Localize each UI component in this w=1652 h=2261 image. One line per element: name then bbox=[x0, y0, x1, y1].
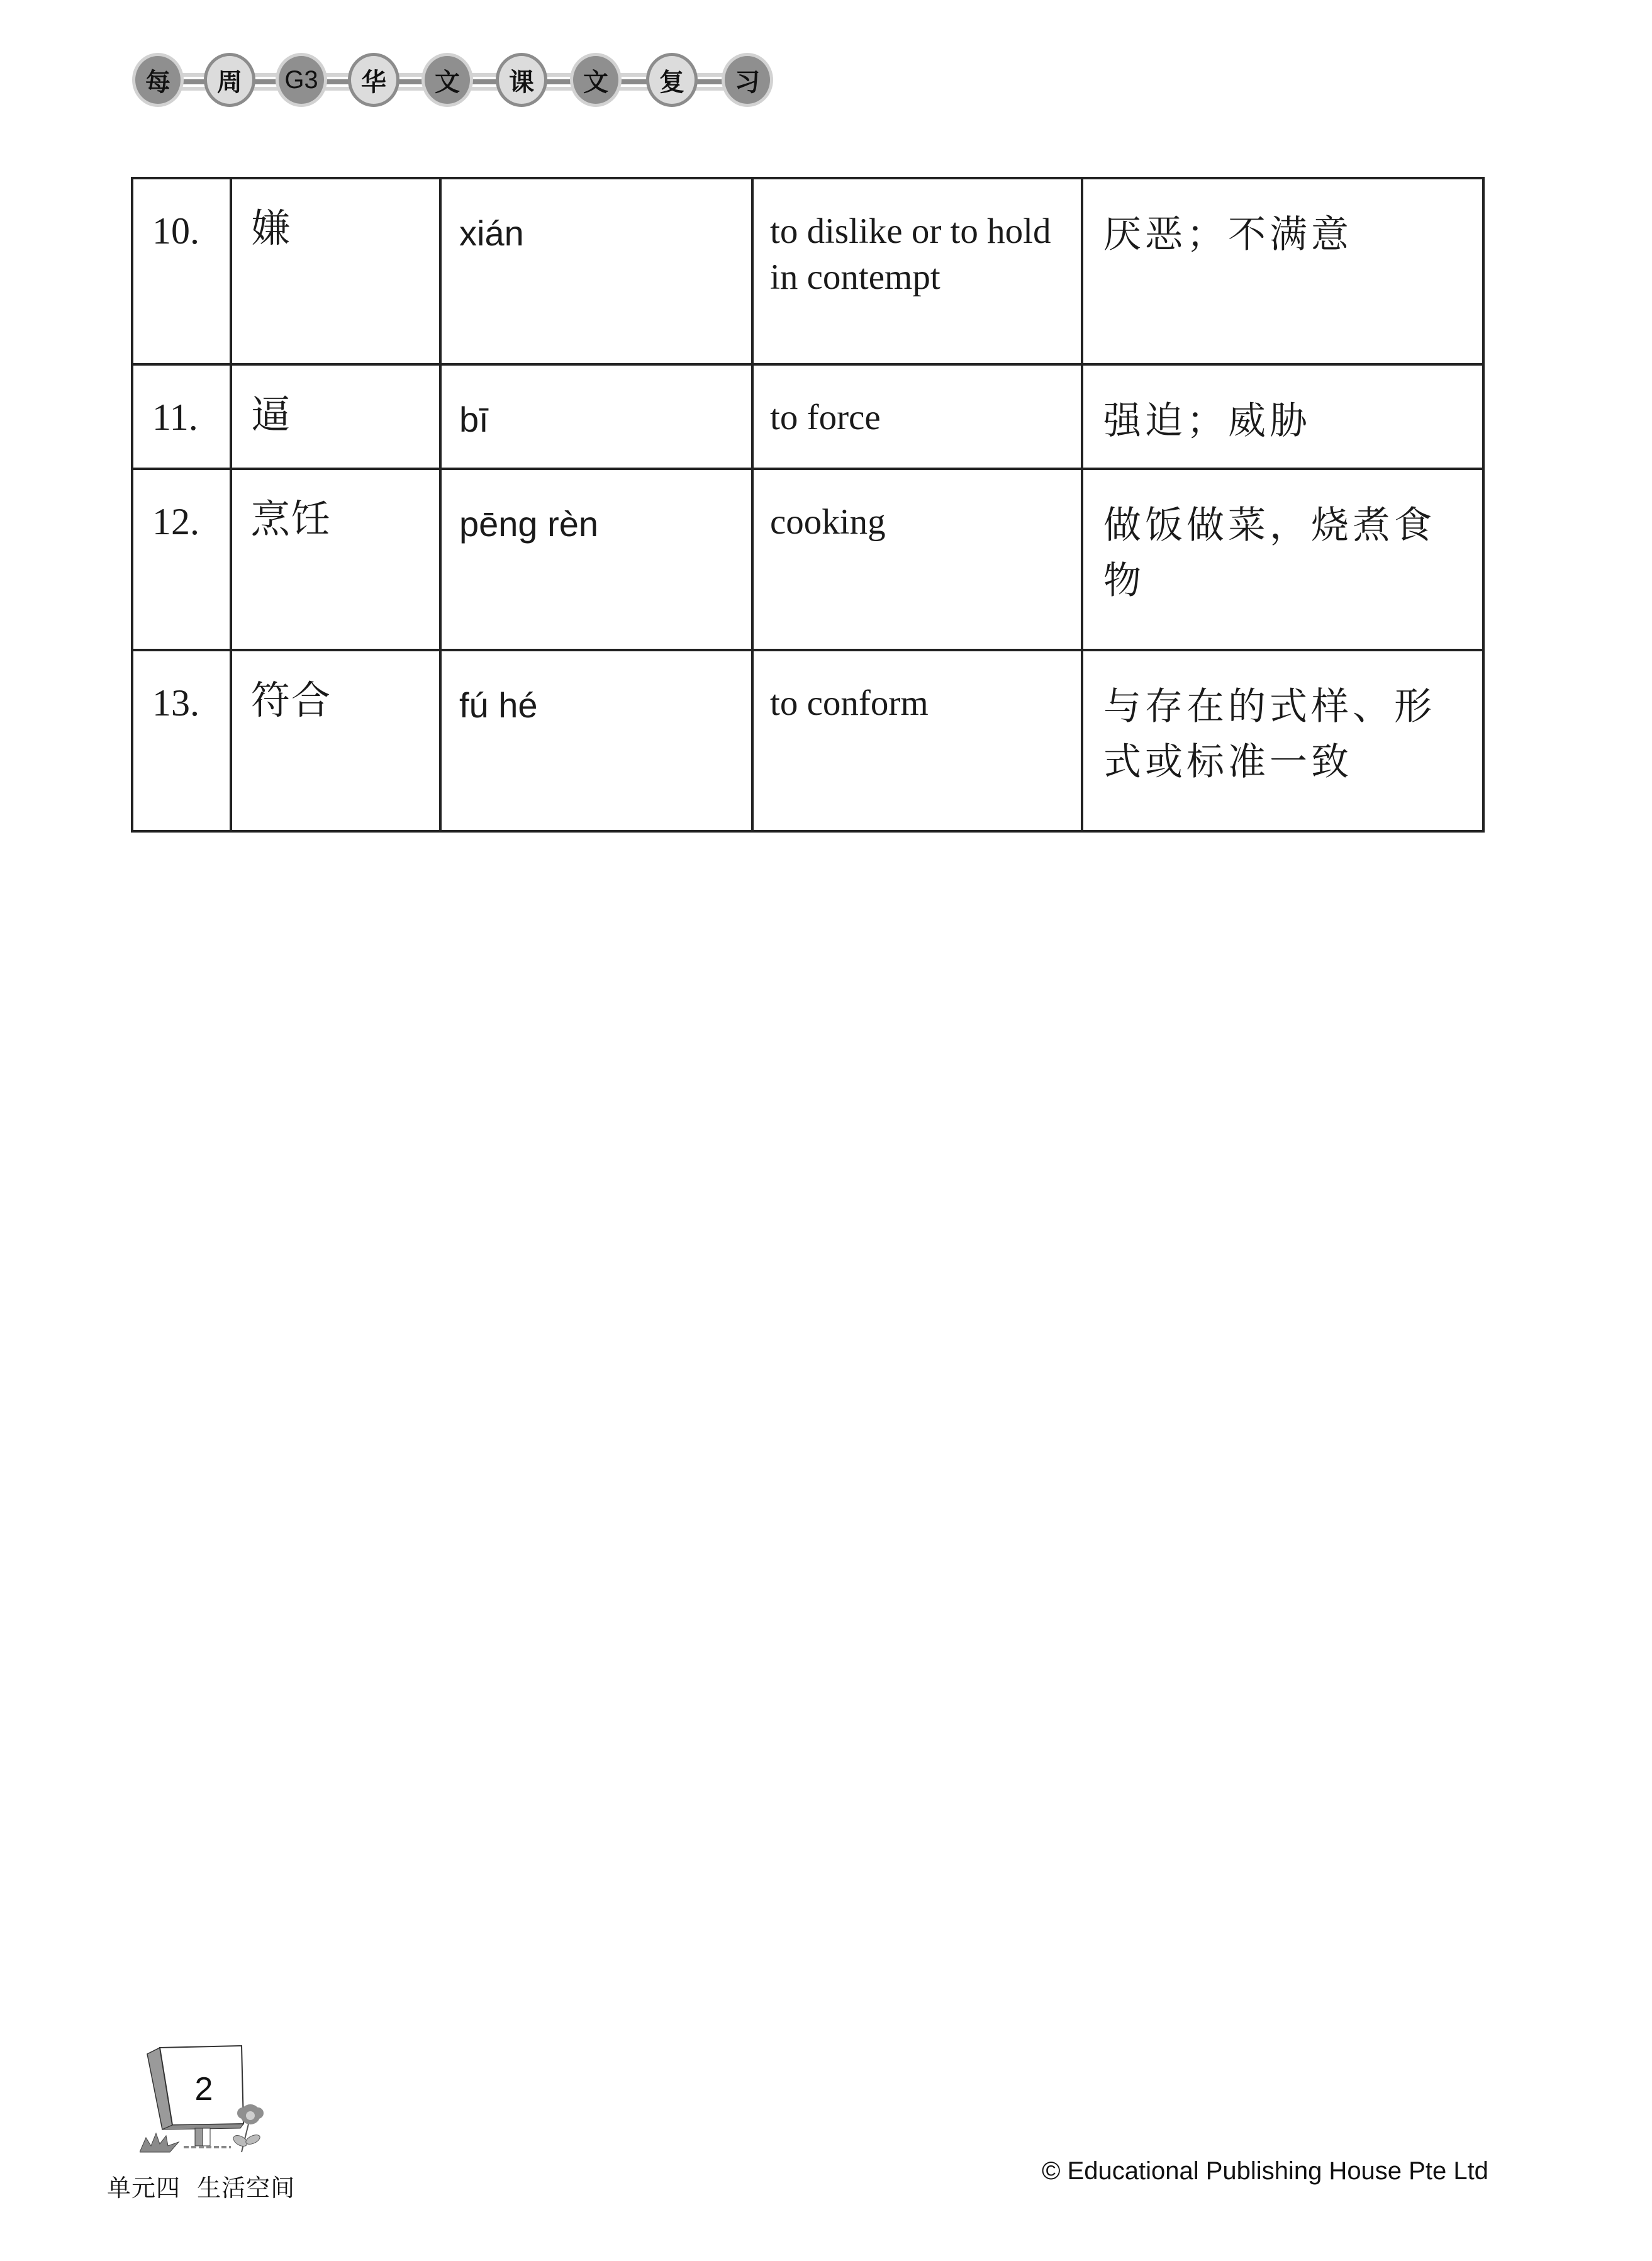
chinese-word: 符合 bbox=[231, 650, 440, 831]
copyright-notice: © Educational Publishing House Pte Ltd bbox=[1042, 2157, 1488, 2185]
header-bead: 习 bbox=[722, 53, 773, 107]
header-bead: 文 bbox=[421, 53, 473, 107]
header-bead: 华 bbox=[348, 53, 399, 107]
header-bead: 文 bbox=[570, 53, 622, 107]
row-number: 11. bbox=[132, 364, 231, 469]
row-number: 13. bbox=[132, 650, 231, 831]
chinese-definition: 与存在的式样、形式或标准一致 bbox=[1082, 650, 1483, 831]
pinyin: bī bbox=[440, 364, 752, 469]
english-meaning: to conform bbox=[752, 650, 1082, 831]
chinese-word: 嫌 bbox=[231, 178, 440, 364]
pinyin: pēng rèn bbox=[440, 469, 752, 650]
pinyin: xián bbox=[440, 178, 752, 364]
table-row bbox=[132, 364, 1483, 469]
chinese-definition: 做饭做菜，烧煮食物 bbox=[1082, 469, 1483, 650]
english-meaning: to dislike or to hold in contempt bbox=[752, 178, 1082, 364]
chinese-word: 逼 bbox=[231, 364, 440, 469]
chinese-word: 烹饪 bbox=[231, 469, 440, 650]
header-bead: 每 bbox=[132, 53, 184, 107]
chinese-definition: 厌恶；不满意 bbox=[1082, 178, 1483, 364]
pinyin: fú hé bbox=[440, 650, 752, 831]
page-number: 2 bbox=[194, 2071, 213, 2107]
vocabulary-table bbox=[131, 177, 1485, 833]
header-bead: G3 bbox=[276, 53, 327, 107]
chinese-definition: 强迫；威胁 bbox=[1082, 364, 1483, 469]
english-meaning: cooking bbox=[752, 469, 1082, 650]
header-bead: 周 bbox=[204, 53, 255, 107]
english-meaning: to force bbox=[752, 364, 1082, 469]
table-row bbox=[132, 650, 1483, 831]
table-row bbox=[132, 178, 1483, 364]
table-row bbox=[132, 469, 1483, 650]
header-bead-title bbox=[126, 53, 780, 109]
header-bead: 复 bbox=[646, 53, 698, 107]
header-bead: 课 bbox=[496, 53, 547, 107]
unit-title: 单元四 生活空间 bbox=[107, 2174, 296, 2202]
row-number: 10. bbox=[132, 178, 231, 364]
row-number: 12. bbox=[132, 469, 231, 650]
